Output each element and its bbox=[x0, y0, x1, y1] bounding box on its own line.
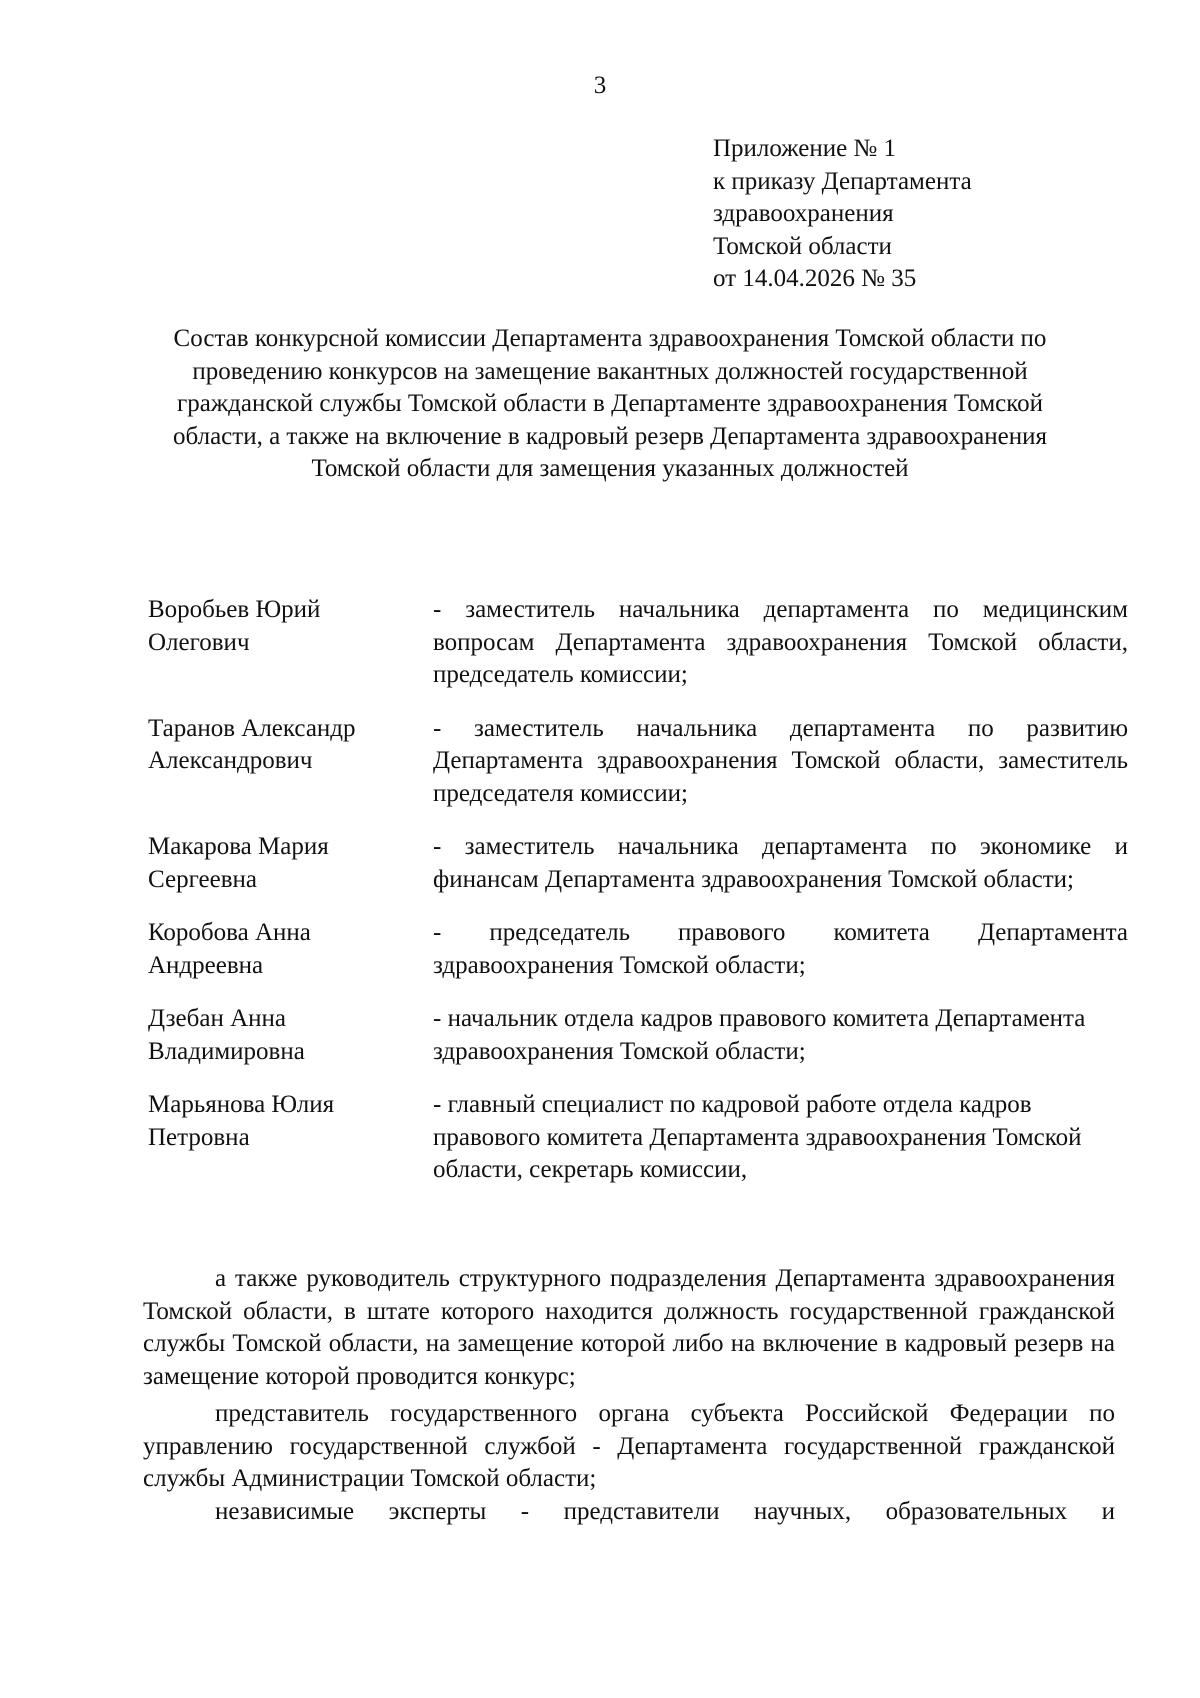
member-role: - главный специалист по кадровой работе отдела кадров правового комитета Департамента здравоохранения Томской области, секретарь комиссии, bbox=[433, 1091, 1082, 1183]
page-number: 3 bbox=[593, 72, 607, 99]
member-name bbox=[148, 1089, 433, 1187]
appendix-line: Приложение № 1 bbox=[713, 135, 897, 162]
member-surname-firstname: Марьянова Юлия bbox=[148, 1091, 335, 1118]
commission-members-list bbox=[148, 594, 1128, 1208]
appendix-line: здравоохранения bbox=[713, 200, 894, 227]
member-row bbox=[148, 1089, 1128, 1187]
member-surname-firstname: Воробьев Юрий bbox=[148, 596, 321, 623]
member-surname-firstname: Коробова Анна bbox=[148, 919, 311, 946]
member-role: - начальник отдела кадров правового комитета Департамента здравоохранения Томской области; bbox=[433, 1005, 1086, 1065]
member-row bbox=[148, 831, 1128, 896]
member-name bbox=[148, 594, 433, 692]
member-row bbox=[148, 713, 1128, 811]
member-role: - заместитель начальника департамента по развитию Департамента здравоохранения Томской области, заместитель председателя комиссии; bbox=[433, 714, 1128, 807]
member-surname-firstname: Макарова Мария bbox=[148, 833, 329, 860]
member-row bbox=[148, 1003, 1128, 1068]
member-name bbox=[148, 1003, 433, 1068]
member-row bbox=[148, 917, 1128, 982]
body-text bbox=[143, 1263, 1115, 1528]
body-paragraph: а также руководитель структурного подразделения Департамента здравоохранения Томской области, в штате которого находится должность государственной гражданской службы Томской области, на замещение которой либо на включение в кадровый резерв на замещение которой проводится конкурс; bbox=[143, 1265, 1115, 1390]
body-paragraph: независимые эксперты - представители научных, образовательных и bbox=[215, 1497, 1115, 1525]
member-row bbox=[148, 594, 1128, 692]
appendix-line: к приказу Департамента bbox=[713, 167, 972, 195]
member-role: - председатель правового комитета Департамента здравоохранения Томской области; bbox=[433, 919, 1128, 979]
appendix-date-number: от 14.04.2026 № 35 bbox=[713, 265, 917, 292]
member-patronymic: Олегович bbox=[148, 628, 250, 656]
member-name bbox=[148, 713, 433, 811]
document-title: Состав конкурсной комиссии Департамента здравоохранения Томской области по проведению конкурсов на замещение вакантных должностей государственной гражданской службы Томской области в Департаменте здравоохранения Томской области, а также на включение в кадровый резерв Департамента здравоохранения Томской области для замещения указанных должностей bbox=[173, 325, 1047, 482]
member-patronymic: Владимировна bbox=[148, 1037, 305, 1065]
member-role: - заместитель начальника департамента по экономике и финансам Департамента здравоохранения Томской области; bbox=[433, 833, 1128, 893]
member-role: - заместитель начальника департамента по медицинским вопросам Департамента здравоохранения Томской области, председатель комиссии; bbox=[433, 596, 1128, 688]
member-surname-firstname: Дзебан Анна bbox=[148, 1005, 287, 1032]
appendix-header bbox=[713, 133, 1153, 296]
member-name bbox=[148, 831, 433, 896]
appendix-line: Томской области bbox=[713, 232, 892, 260]
member-patronymic: Петровна bbox=[148, 1123, 250, 1151]
member-surname-firstname: Таранов Александр bbox=[148, 714, 356, 742]
member-patronymic: Сергеевна bbox=[148, 865, 257, 893]
body-paragraph: представитель государственного органа субъекта Российской Федерации по управлению государственной службой - Департамента государственной гражданской службы Администрации Томской области; bbox=[143, 1400, 1115, 1492]
member-name bbox=[148, 917, 433, 982]
member-patronymic: Андреевна bbox=[148, 951, 264, 979]
member-patronymic: Александрович bbox=[148, 747, 313, 774]
